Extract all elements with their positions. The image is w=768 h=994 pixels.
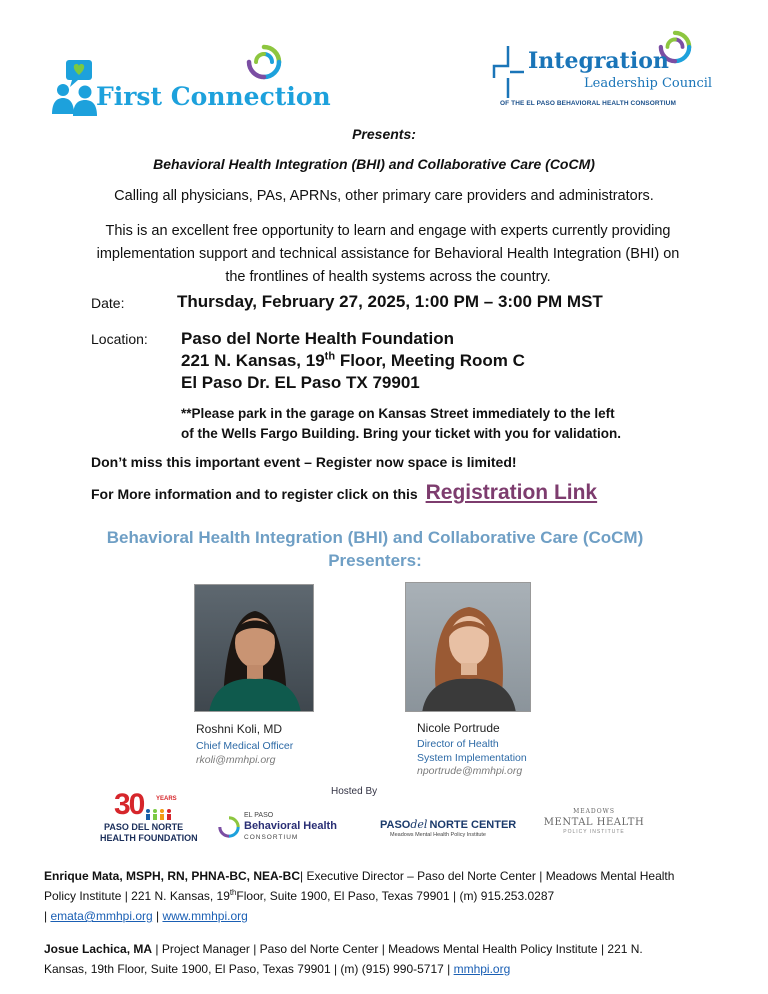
presenters-heading: Behavioral Health Integration (BHI) and Collaborative Care (CoCM) Presenters: <box>106 528 644 570</box>
presenter-title: Director of Health <box>417 738 499 750</box>
presenter-card <box>417 721 527 777</box>
presenter-email: rkoli@mmhpi.org <box>196 754 276 766</box>
event-title: Behavioral Health Integration (BHI) and Collaborative Care (CoCM) <box>153 156 595 172</box>
presenter-title: System Implementation <box>417 752 527 764</box>
pdnhf-logo: 30 YEARS PASO DEL NORTE HEALTH FOUNDATION <box>100 788 198 843</box>
contact-enrique-mata: Enrique Mata, MSPH, RN, PHNA-BC, NEA-BC| Executive Director – Paso del Norte Center | Meadows Mental Health Policy Institute | 221 N. Kansas, 19thFloor, Suite 1900, El Paso, Texas 79901 | (m) 915.253.0287 | emata@mmhpi.org | www.mmhpi.org <box>44 869 675 923</box>
location-address: 221 N. Kansas, 19th Floor, Meeting Room C <box>181 350 525 370</box>
presenter-name: Nicole Portrude <box>417 721 500 735</box>
presenter-name: Roshni Koli, MD <box>196 722 283 736</box>
intro-line: implementation support and technical assistance for Behavioral Health Integration (BHI) on <box>96 246 680 262</box>
el-paso-behavioral-health-consortium-logo: EL PASO Behavioral Health CONSORTIUM <box>218 812 354 846</box>
person-portrait-icon <box>195 585 314 712</box>
contact-name: Enrique Mata, MSPH, RN, PHNA-BC, NEA-BC <box>44 869 301 883</box>
location-city: El Paso Dr. EL Paso TX 79901 <box>181 373 420 392</box>
presenter-email: nportrude@mmhpi.org <box>417 765 523 777</box>
more-info-line: For More information and to register click on this Registration Link <box>91 481 598 504</box>
people-chat-icon <box>52 56 100 118</box>
presenter-card <box>196 722 293 766</box>
meadows-mental-health-logo: MEADOWS MENTAL HEALTH POLICY INSTITUTE <box>543 808 645 835</box>
contact-josue-lachica: Josue Lachica, MA | Project Manager | Paso del Norte Center | Meadows Mental Health Policy Institute | 221 N. Kansas, 19th Floor, Suite 1900, El Paso, Texas 79901 | (m) (915) 990-5717 | mmhpi.org <box>44 942 643 976</box>
location-venue: Paso del Norte Health Foundation <box>181 329 454 348</box>
audience-callout: Calling all physicians, PAs, APRNs, other primary care providers and administrators. <box>114 188 654 204</box>
dont-miss-notice: Don’t miss this important event – Register now space is limited! <box>91 454 517 470</box>
hosted-by-label: Hosted By <box>331 786 378 797</box>
website-link[interactable]: mmhpi.org <box>453 962 511 976</box>
contact-name: Josue Lachica, MA <box>44 942 153 956</box>
intro-line: This is an excellent free opportunity to learn and engage with experts currently providing <box>105 223 671 239</box>
integration-leadership-council-logo <box>490 30 713 112</box>
swirl-logo-icon <box>218 816 240 838</box>
date-label: Date: <box>91 295 125 311</box>
ilc-subtitle: Leadership Council <box>584 76 713 91</box>
presents-heading: Presents: <box>352 126 416 142</box>
ilc-tagline: OF THE EL PASO BEHAVIORAL HEALTH CONSORTIUM <box>500 100 676 107</box>
cross-bracket-icon <box>492 44 526 100</box>
person-portrait-icon <box>406 583 531 712</box>
date-value: Thursday, February 27, 2025, 1:00 PM – 3:00 PM MST <box>177 292 603 311</box>
first-connection-text: First Connection <box>96 82 331 111</box>
parking-note: **Please park in the garage on Kansas Street immediately to the left of the Wells Fargo Building. Bring your ticket with you for validation. <box>181 406 622 441</box>
paso-del-norte-center-logo: PASOdel NORTE CENTER Meadows Mental Health Policy Institute <box>380 818 517 838</box>
swirl-logo-icon <box>246 44 282 80</box>
ilc-title: Integration <box>528 48 669 74</box>
registration-link[interactable]: Registration Link <box>425 481 598 504</box>
intro-paragraph <box>88 220 688 289</box>
location-value <box>181 328 525 394</box>
first-connection-logo <box>52 44 331 118</box>
people-row-icon <box>144 808 174 820</box>
contact-email-link[interactable]: emata@mmhpi.org <box>50 909 153 923</box>
presenter-title: Chief Medical Officer <box>196 740 294 752</box>
location-label: Location: <box>91 331 148 347</box>
intro-line: the frontlines of health systems across the country. <box>225 269 551 285</box>
presenter-photo-roshni-koli <box>194 584 314 712</box>
website-link[interactable]: www.mmhpi.org <box>162 909 248 923</box>
presenter-photo-nicole-portrude <box>405 582 531 712</box>
